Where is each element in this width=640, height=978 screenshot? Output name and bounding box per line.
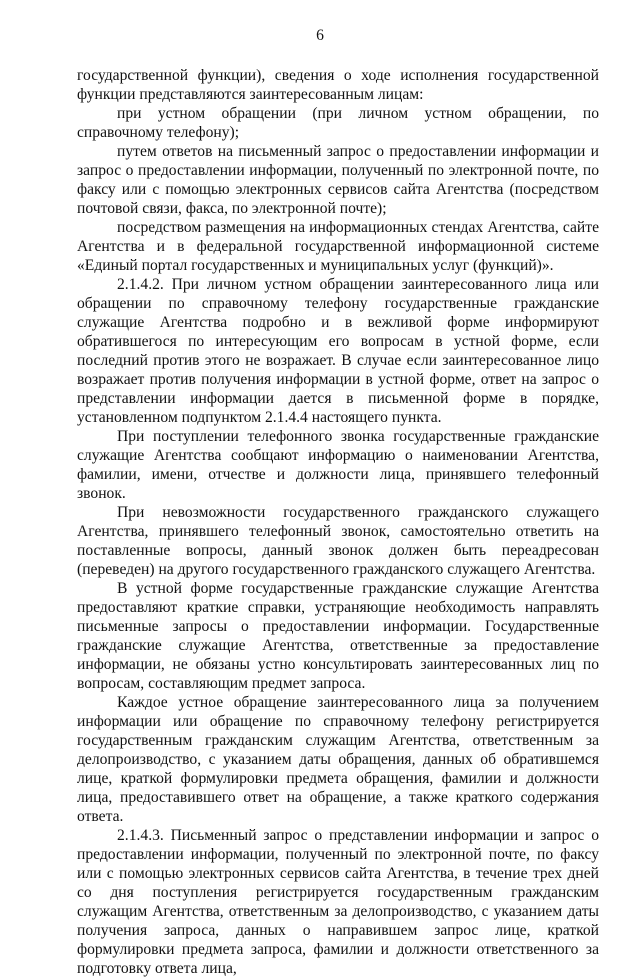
paragraph: Каждое устное обращение заинтересованного лица за получением информации или обращение по справочному телефону регистрируется государственным гражданским служащим Агентства, ответственным за делопроизводство, с указанием даты обращения, данных об обратившемся лице, краткой формулировки предмета обращения, фамилии и должности лица, предоставившего ответ на обращение, а также краткого содержания ответа. [77,694,599,825]
paragraph: государственной функции), сведения о ходе исполнения государственной функции представляются заинтересованным лицам: [77,67,599,103]
paragraph: 2.1.4.3. Письменный запрос о представлении информации и запрос о предоставлении информации, полученный по электронной почте, по факсу или с помощью электронных сервисов сайта Агентства, в течение трех дней со дня поступления регистрируется государственным гражданским служащим Агентства, ответственным за делопроизводство, с указанием даты получения запроса, данных о направившем запрос лице, краткой формулировки предмета запроса, фамилии и должности ответственного за подготовку ответа лица, [77,827,599,977]
paragraph: При невозможности государственного гражданского служащего Агентства, принявшего телефонный звонок, самостоятельно ответить на поставленные вопросы, данный звонок должен быть переадресован (переведен) на другого государственного гражданского служащего Агентства. [77,504,599,578]
document-body [77,66,599,978]
paragraph: При поступлении телефонного звонка государственные гражданские служащие Агентства сообщают информацию о наименовании Агентства, фамилии, имени, отчестве и должности лица, принявшего телефонный звонок. [77,428,599,502]
paragraph: путем ответов на письменный запрос о предоставлении информации и запрос о предоставлении информации, полученный по электронной почте, по факсу или с помощью электронных сервисов сайта Агентства (посредством почтовой связи, факса, по электронной почте); [77,143,599,217]
paragraph: посредством размещения на информационных стендах Агентства, сайте Агентства и в федеральной государственной информационной системе «Единый портал государственных и муниципальных услуг (функций)». [77,219,599,274]
paragraph: при устном обращении (при личном устном обращении, по справочному телефону); [77,105,599,141]
paragraph: В устной форме государственные гражданские служащие Агентства предоставляют краткие справки, устраняющие необходимость направлять письменные запросы о предоставлении информации. Государственные гражданские служащие Агентства, ответственные за предоставление информации, не обязаны устно консультировать заинтересованных лиц по вопросам, составляющим предмет запроса. [77,580,599,692]
page-number: 6 [316,27,324,44]
paragraph: 2.1.4.2. При личном устном обращении заинтересованного лица или обращении по справочному телефону государственные гражданские служащие Агентства подробно и в вежливой форме информируют обратившегося по интересующим его вопросам в устной форме, если последний против этого не возражает. В случае если заинтересованное лицо возражает против получения информации в устной форме, ответ на запрос о представлении информации дается в письменной форме в порядке, установленном подпунктом 2.1.4.4 настоящего пункта. [77,276,599,426]
